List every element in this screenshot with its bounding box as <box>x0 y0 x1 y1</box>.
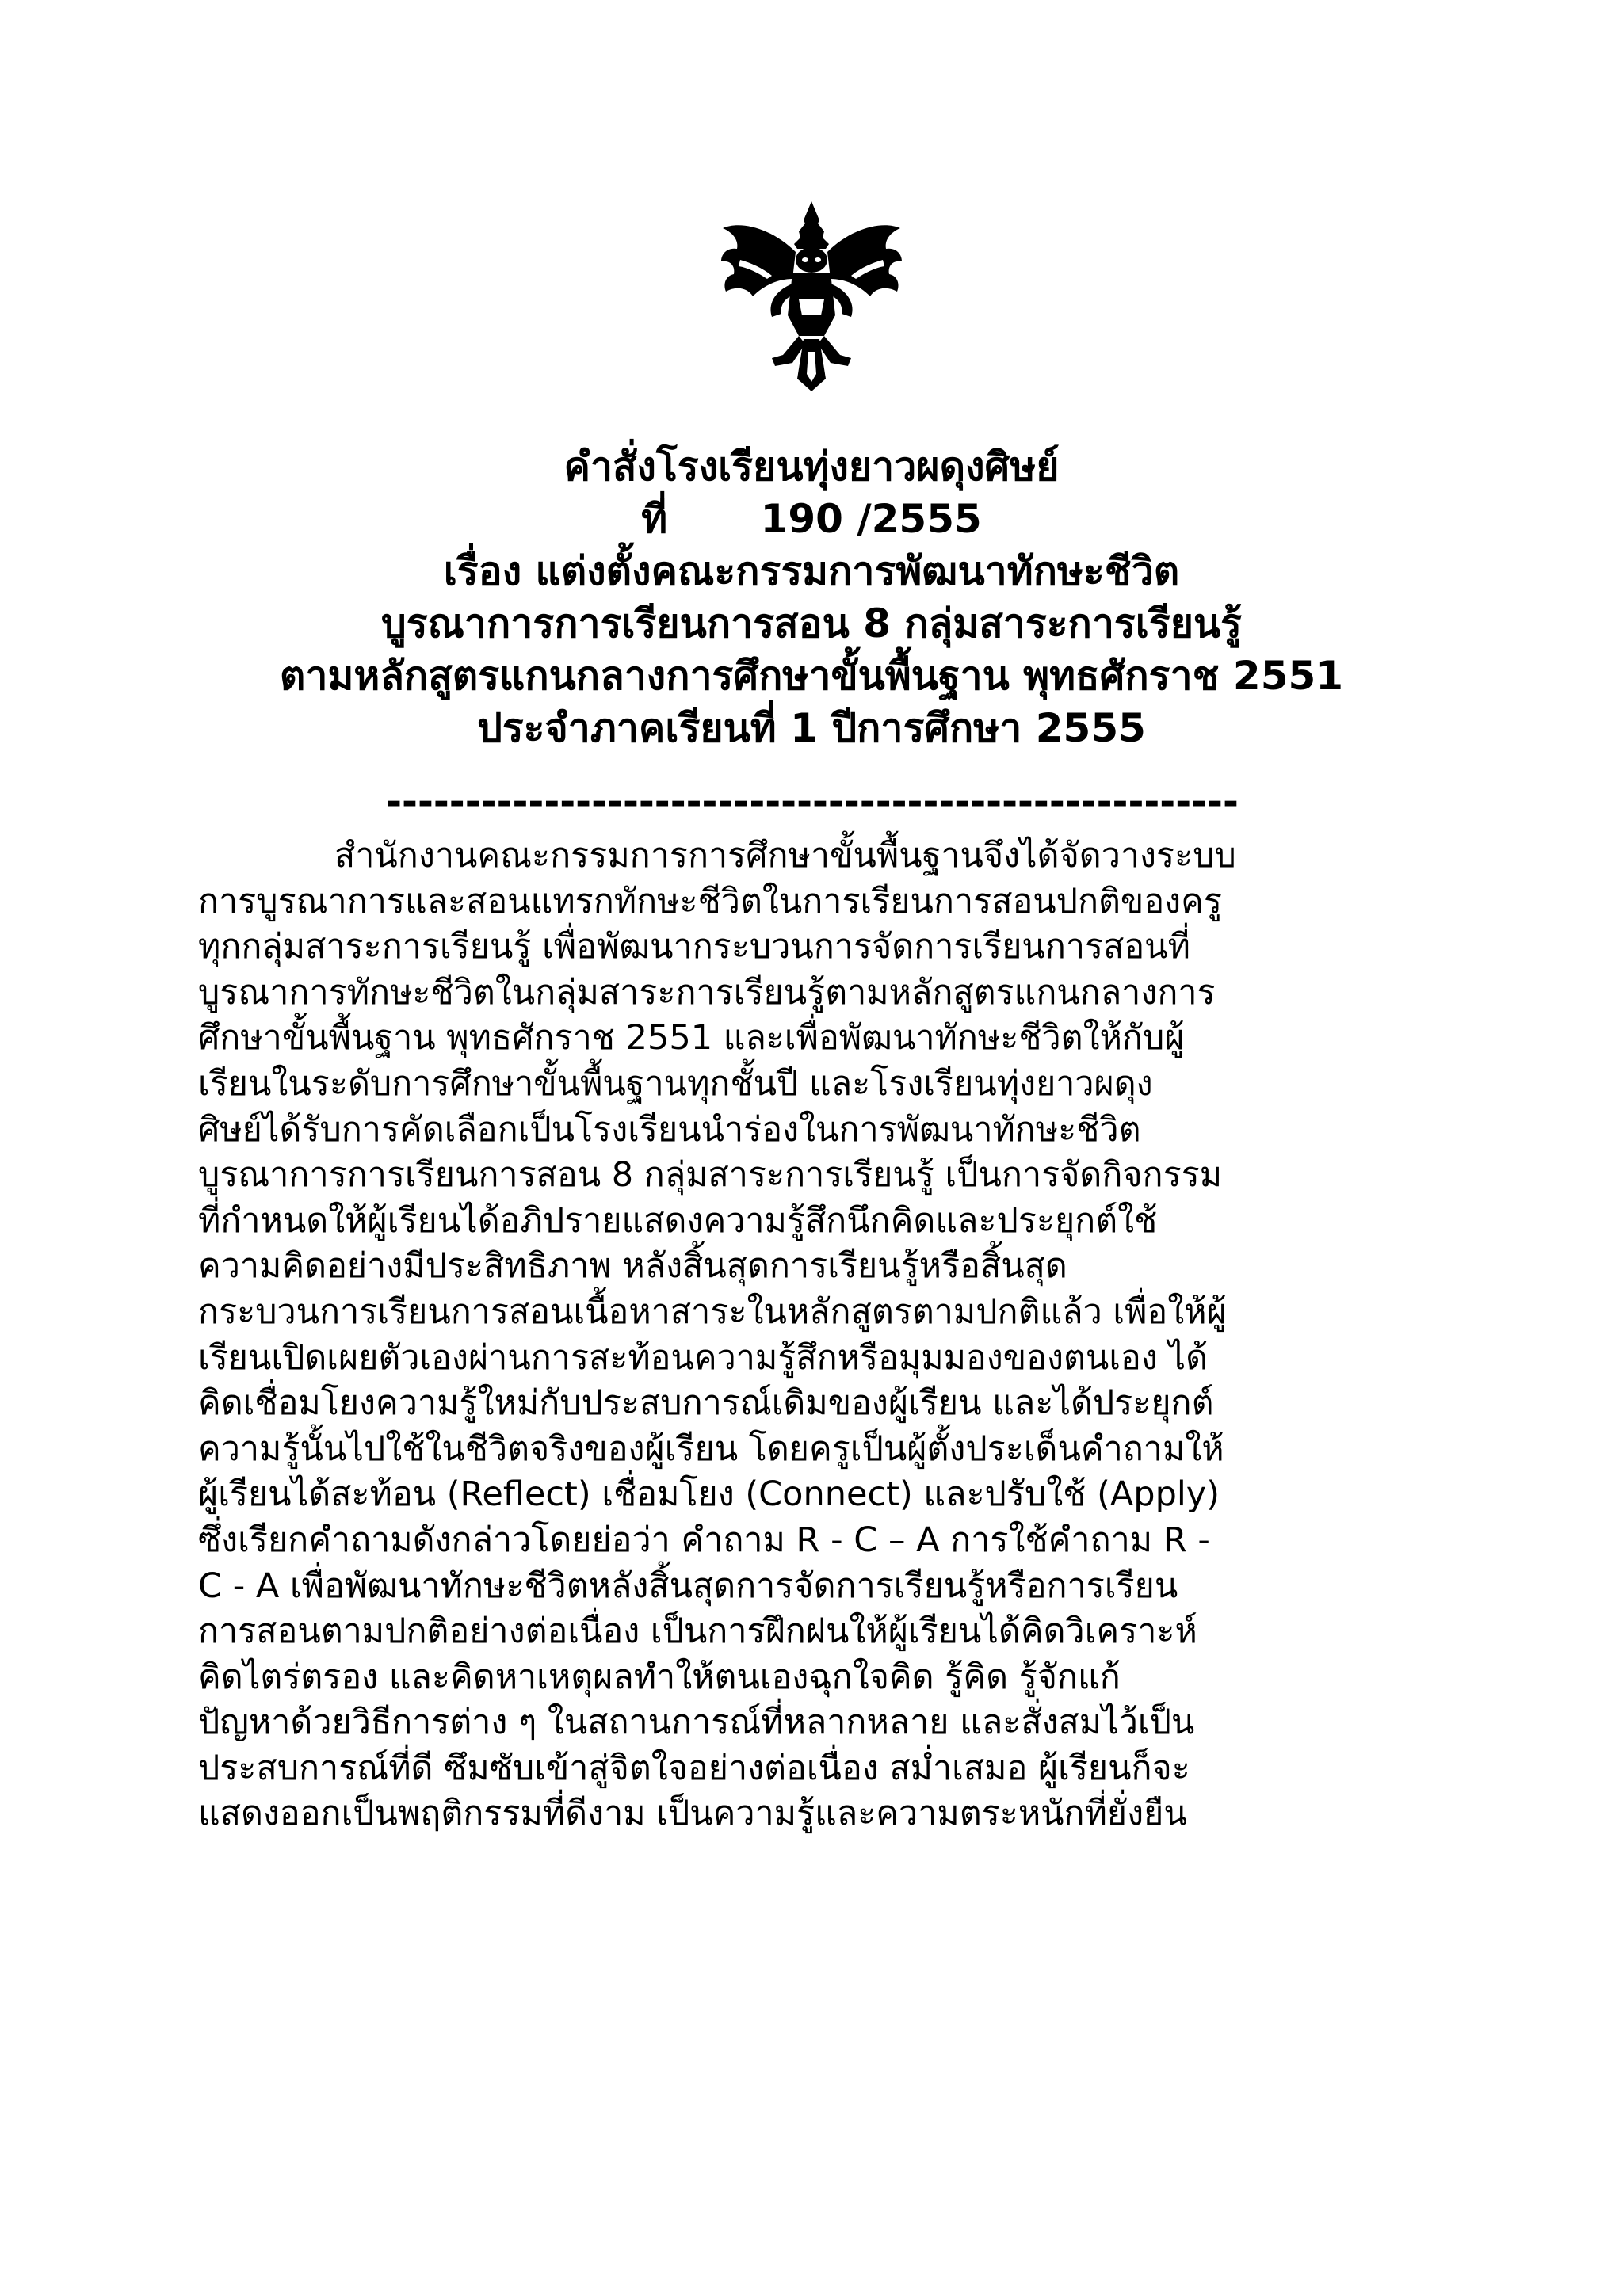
body-line: กระบวนการเรียนการสอนเนื้อหาสาระในหลักสูตรตามปกติแล้ว เพื่อให้ผู้ <box>198 1291 1227 1332</box>
body-line: บูรณาการทักษะชีวิตในกลุ่มสาระการเรียนรู้ตามหลักสูตรแกนกลางการ <box>198 972 1216 1013</box>
body-line: การสอนตามปกติอย่างต่อเนื่อง เป็นการฝึกฝนให้ผู้เรียนได้คิดวิเคราะห์ <box>198 1611 1197 1652</box>
body-line: คิดไตร่ตรอง และคิดหาเหตุผลทำให้ตนเองฉุกใจคิด รู้คิด รู้จักแก้ <box>198 1657 1121 1697</box>
body-line: ทุกกลุ่มสาระการเรียนรู้ เพื่อพัฒนากระบวนการจัดการเรียนการสอนที่ <box>198 927 1190 967</box>
order-number-label: ที่ <box>641 496 668 542</box>
separator-line: ------------------------------------------------------ <box>386 783 1239 821</box>
body-line: แสดงออกเป็นพฤติกรรมที่ดีงาม เป็นความรู้และความตระหนักที่ยั่งยืน <box>198 1794 1187 1834</box>
body-line: ประสบการณ์ที่ดี ซึมซับเข้าสู่จิตใจอย่างต่อเนื่อง สม่ำเสมอ ผู้เรียนก็จะ <box>198 1748 1190 1788</box>
order-heading <box>158 441 1465 754</box>
body-line: สำนักงานคณะกรรมการการศึกษาขั้นพื้นฐานจึงได้จัดวางระบบ <box>334 836 1236 875</box>
body-line: ผู้เรียนได้สะท้อน (Reflect) เชื่อมโยง (Connect) และปรับใช้ (Apply) <box>198 1474 1220 1515</box>
subject-line: บูรณาการการเรียนการสอน 8 กลุ่มสาระการเรียนรู้ <box>380 601 1243 646</box>
body-paragraph <box>198 833 1442 1837</box>
body-line: ความคิดอย่างมีประสิทธิภาพ หลังสิ้นสุดการเรียนรู้หรือสิ้นสุด <box>198 1246 1067 1287</box>
garuda-emblem-icon <box>716 196 907 395</box>
subject-line: ตามหลักสูตรแกนกลางการศึกษาขั้นพื้นฐาน พุทธศักราช 2551 <box>279 653 1344 699</box>
body-line: ปัญหาด้วยวิธีการต่าง ๆ ในสถานการณ์ที่หลากหลาย และสั่งสมไว้เป็น <box>198 1703 1195 1743</box>
body-line: การบูรณาการและสอนแทรกทักษะชีวิตในการเรียนการสอนปกติของครู <box>198 881 1222 921</box>
body-line: ที่กำหนดให้ผู้เรียนได้อภิปรายแสดงความรู้สึกนึกคิดและประยุกต์ใช้ <box>198 1200 1158 1241</box>
body-line: ศิษย์ได้รับการคัดเลือกเป็นโรงเรียนนำร่องในการพัฒนาทักษะชีวิต <box>198 1109 1141 1150</box>
body-line: ความรู้นั้นไปใช้ในชีวิตจริงของผู้เรียน โดยครูเป็นผู้ตั้งประเด็นคำถามให้ <box>198 1428 1224 1469</box>
body-line: ศึกษาขั้นพื้นฐาน พุทธศักราช 2551 และเพื่อพัฒนาทักษะชีวิตให้กับผู้ <box>198 1018 1185 1058</box>
body-line: บูรณาการการเรียนการสอน 8 กลุ่มสาระการเรียนรู้ เป็นการจัดกิจกรรม <box>198 1155 1223 1196</box>
body-line: C - A เพื่อพัฒนาทักษะชีวิตหลังสิ้นสุดการจัดการเรียนรู้หรือการเรียน <box>198 1566 1178 1606</box>
order-number: 190 /2555 <box>760 496 982 542</box>
body-line: เรียนเปิดเผยตัวเองผ่านการสะท้อนความรู้สึกหรือมุมมองของตนเอง ได้ <box>198 1337 1209 1378</box>
order-title: คำสั่งโรงเรียนทุ่งยาวผดุงศิษย์ <box>563 444 1060 490</box>
order-number-line <box>158 493 1465 545</box>
subject-line: เรื่อง แต่งตั้งคณะกรรมการพัฒนาทักษะชีวิต <box>443 548 1180 594</box>
subject-line: ประจำภาคเรียนที่ 1 ปีการศึกษา 2555 <box>477 705 1146 751</box>
body-line: คิดเชื่อมโยงความรู้ใหม่กับประสบการณ์เดิมของผู้เรียน และได้ประยุกต์ <box>198 1383 1214 1424</box>
body-line: ซึ่งเรียกคำถามดังกล่าวโดยย่อว่า คำถาม R - C – A การใช้คำถาม R - <box>198 1520 1210 1560</box>
body-line: เรียนในระดับการศึกษาขั้นพื้นฐานทุกชั้นปี และโรงเรียนทุ่งยาวผดุง <box>198 1063 1153 1104</box>
